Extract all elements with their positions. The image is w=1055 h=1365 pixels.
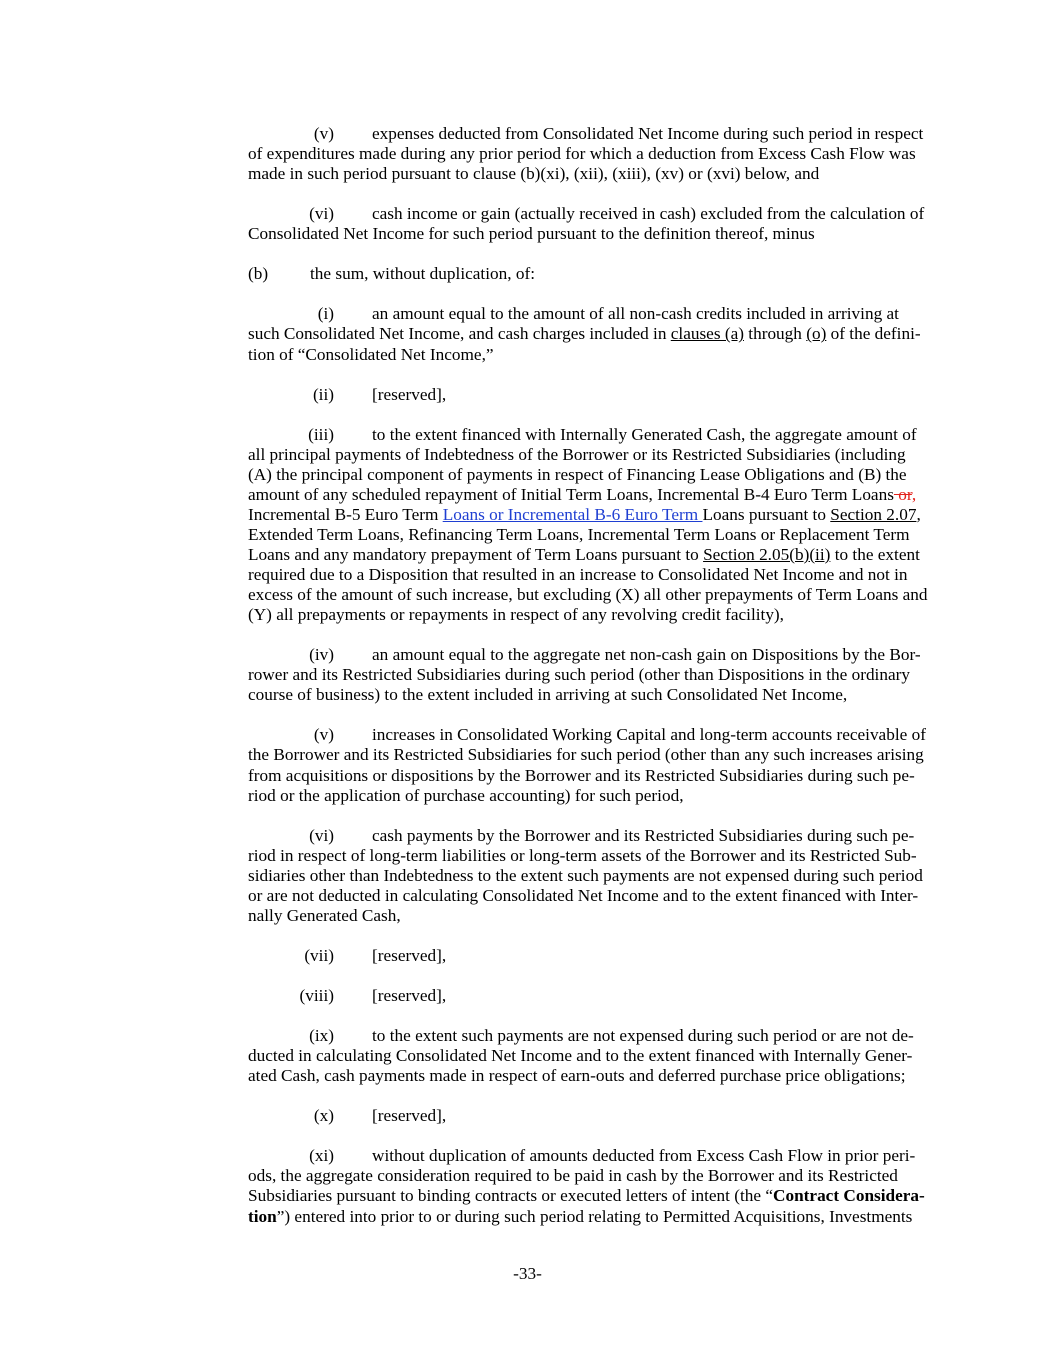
text-line: course of business) to the extent included in arriving at such Consolidated Net Income, xyxy=(248,685,848,705)
line-text: amount of any scheduled repayment of Initial Term Loans, Incremental B-4 Euro Term Loans xyxy=(248,484,894,504)
line-text: ”) entered into prior to or during such period relating to Permitted Acquisitions, Investments xyxy=(276,1206,913,1226)
text-line: riod or the application of purchase accounting) for such period, xyxy=(248,785,684,805)
line-text: such Consolidated Net Income, and cash charges included in xyxy=(248,324,671,344)
clause-b-x xyxy=(248,1106,930,1126)
line-text: an amount equal to the amount of all non-cash credits included in arriving at xyxy=(372,304,899,324)
clause-label: (ix) xyxy=(309,1026,334,1046)
text-line xyxy=(248,324,930,344)
inserted-text: Loans or Incremental B-6 Euro Term xyxy=(442,504,703,524)
text-line: ated Cash, cash payments made in respect of earn-outs and deferred purchase price obligations; xyxy=(248,1066,906,1086)
text-line: rower and its Restricted Subsidiaries during such period (other than Dispositions in the ordinary xyxy=(248,665,910,685)
text-line: or are not deducted in calculating Consolidated Net Income and to the extent financed with Inter- xyxy=(248,885,919,905)
text-line: ducted in calculating Consolidated Net Income and to the extent financed with Internally Gener- xyxy=(248,1046,913,1066)
clause-a-vi xyxy=(248,204,930,244)
text-line xyxy=(248,385,930,405)
text-line xyxy=(248,425,930,445)
line-text: to the extent xyxy=(830,544,920,564)
line-text: through xyxy=(743,324,807,344)
line-text: increases in Consolidated Working Capital and long-term accounts receivable of xyxy=(372,725,926,745)
text-line: all principal payments of Indebtedness of the Borrower or its Restricted Subsidiaries (including xyxy=(248,444,906,464)
text-line xyxy=(248,304,930,324)
text-line: the Borrower and its Restricted Subsidiaries for such period (other than any such increases arising xyxy=(248,745,924,765)
text-line: (A) the principal component of payments in respect of Financing Lease Obligations and (B) the xyxy=(248,464,907,484)
clause-label: (v) xyxy=(313,124,334,143)
text-line: (Y) all prepayments or repayments in respect of any revolving credit facility), xyxy=(248,605,784,625)
clause-b-viii xyxy=(248,986,930,1006)
line-text: Incremental B-5 Euro Term xyxy=(248,504,443,524)
defined-term: tion xyxy=(248,1206,277,1226)
line-text: expenses deducted from Consolidated Net Income during such period in respect xyxy=(372,124,924,143)
defined-term: Contract Considera- xyxy=(773,1186,925,1206)
clause-label: (iii) xyxy=(308,424,334,444)
line-text: without duplication of amounts deducted from Excess Cash Flow in prior peri- xyxy=(372,1146,916,1166)
clause-b-v xyxy=(248,725,930,805)
text-line xyxy=(248,1146,930,1166)
text-line: nally Generated Cash, xyxy=(248,905,401,925)
line-text: the sum, without duplication, of: xyxy=(310,264,535,284)
line-text: cash income or gain (actually received in cash) excluded from the calculation of xyxy=(372,204,925,224)
text-line xyxy=(248,124,930,144)
text-line: from acquisitions or dispositions by the Borrower and its Restricted Subsidiaries during such pe- xyxy=(248,765,915,785)
clause-label: (vi) xyxy=(309,204,334,224)
text-line: required due to a Disposition that resulted in an increase to Consolidated Net Income and not in xyxy=(248,565,908,585)
text-line: Consolidated Net Income for such period pursuant to the definition thereof, minus xyxy=(248,224,815,244)
clause-label: (viii) xyxy=(299,986,334,1006)
clause-label: (vii) xyxy=(304,945,334,965)
clause-b-xi xyxy=(248,1146,930,1226)
text-line: sidiaries other than Indebtedness to the extent such payments are not expensed during such period xyxy=(248,865,923,885)
line-text: [reserved], xyxy=(372,384,447,404)
text-line xyxy=(248,1186,930,1206)
text-line xyxy=(248,485,930,505)
text-line: riod in respect of long-term liabilities or long-term assets of the Borrower and its Restricted Sub- xyxy=(248,845,917,865)
cross-reference: (o) xyxy=(806,324,827,344)
inserted-text: , xyxy=(911,484,917,504)
text-line xyxy=(248,1026,930,1046)
text-line xyxy=(248,545,930,565)
line-text: Loans pursuant to xyxy=(702,504,831,524)
line-text: [reserved], xyxy=(372,986,447,1006)
text-line xyxy=(248,826,930,846)
page-number: -33- xyxy=(513,1264,542,1283)
line-text: to the extent such payments are not expensed during such period or are not de- xyxy=(372,1026,914,1046)
cross-reference: Section 2.05(b)(ii) xyxy=(703,544,831,564)
clause-b-iii xyxy=(248,425,930,625)
document-body xyxy=(248,124,930,1227)
line-text: , xyxy=(916,504,921,524)
clause-a-v xyxy=(248,124,930,184)
cross-reference: Section 2.07 xyxy=(830,504,917,524)
text-line: of expenditures made during any prior period for which a deduction from Excess Cash Flow was xyxy=(248,144,916,164)
clause-b-vii xyxy=(248,946,930,966)
clause-label: (x) xyxy=(313,1106,334,1126)
clause-b-ii xyxy=(248,385,930,405)
text-line xyxy=(248,946,930,966)
line-text: Subsidiaries pursuant to binding contracts or executed letters of intent (the “ xyxy=(248,1186,774,1206)
clause-label: (ii) xyxy=(312,384,334,404)
text-line xyxy=(248,1106,930,1126)
clause-b xyxy=(248,264,930,284)
text-line: excess of the amount of such increase, but excluding (X) all other prepayments of Term Loans and xyxy=(248,585,928,605)
text-line: ods, the aggregate consideration required to be paid in cash by the Borrower and its Restricted xyxy=(248,1166,898,1186)
text-line xyxy=(248,264,930,284)
text-line xyxy=(248,505,930,525)
clause-label: (b) xyxy=(248,264,269,284)
line-text: Loans and any mandatory prepayment of Term Loans pursuant to xyxy=(248,544,704,564)
clause-label: (xi) xyxy=(309,1146,334,1166)
clause-label: (iv) xyxy=(309,645,334,665)
line-text: of the defini- xyxy=(826,324,921,344)
line-text: to the extent financed with Internally Generated Cash, the aggregate amount of xyxy=(372,424,917,444)
clause-b-vi xyxy=(248,826,930,926)
text-line: Extended Term Loans, Refinancing Term Loans, Incremental Term Loans or Replacement Term xyxy=(248,524,910,544)
clause-label: (vi) xyxy=(309,825,334,845)
text-line xyxy=(248,1207,930,1227)
clause-label: (i) xyxy=(317,304,334,324)
line-text: [reserved], xyxy=(372,1106,447,1126)
clause-label: (v) xyxy=(313,725,334,745)
text-line xyxy=(248,986,930,1006)
text-line xyxy=(248,725,930,745)
cross-reference: clauses (a) xyxy=(670,324,744,344)
line-text: an amount equal to the aggregate net non-cash gain on Dispositions by the Bor- xyxy=(372,645,921,665)
text-line xyxy=(248,204,930,224)
line-text: cash payments by the Borrower and its Restricted Subsidiaries during such pe- xyxy=(372,825,915,845)
line-text: [reserved], xyxy=(372,945,447,965)
clause-b-i xyxy=(248,304,930,364)
text-line xyxy=(248,645,930,665)
clause-b-ix xyxy=(248,1026,930,1086)
clause-b-iv xyxy=(248,645,930,705)
text-line: tion of “Consolidated Net Income,” xyxy=(248,344,494,364)
text-line: made in such period pursuant to clause (b)(xi), (xii), (xiii), (xv) or (xvi) below, and xyxy=(248,164,820,184)
deleted-text: or xyxy=(893,484,912,504)
